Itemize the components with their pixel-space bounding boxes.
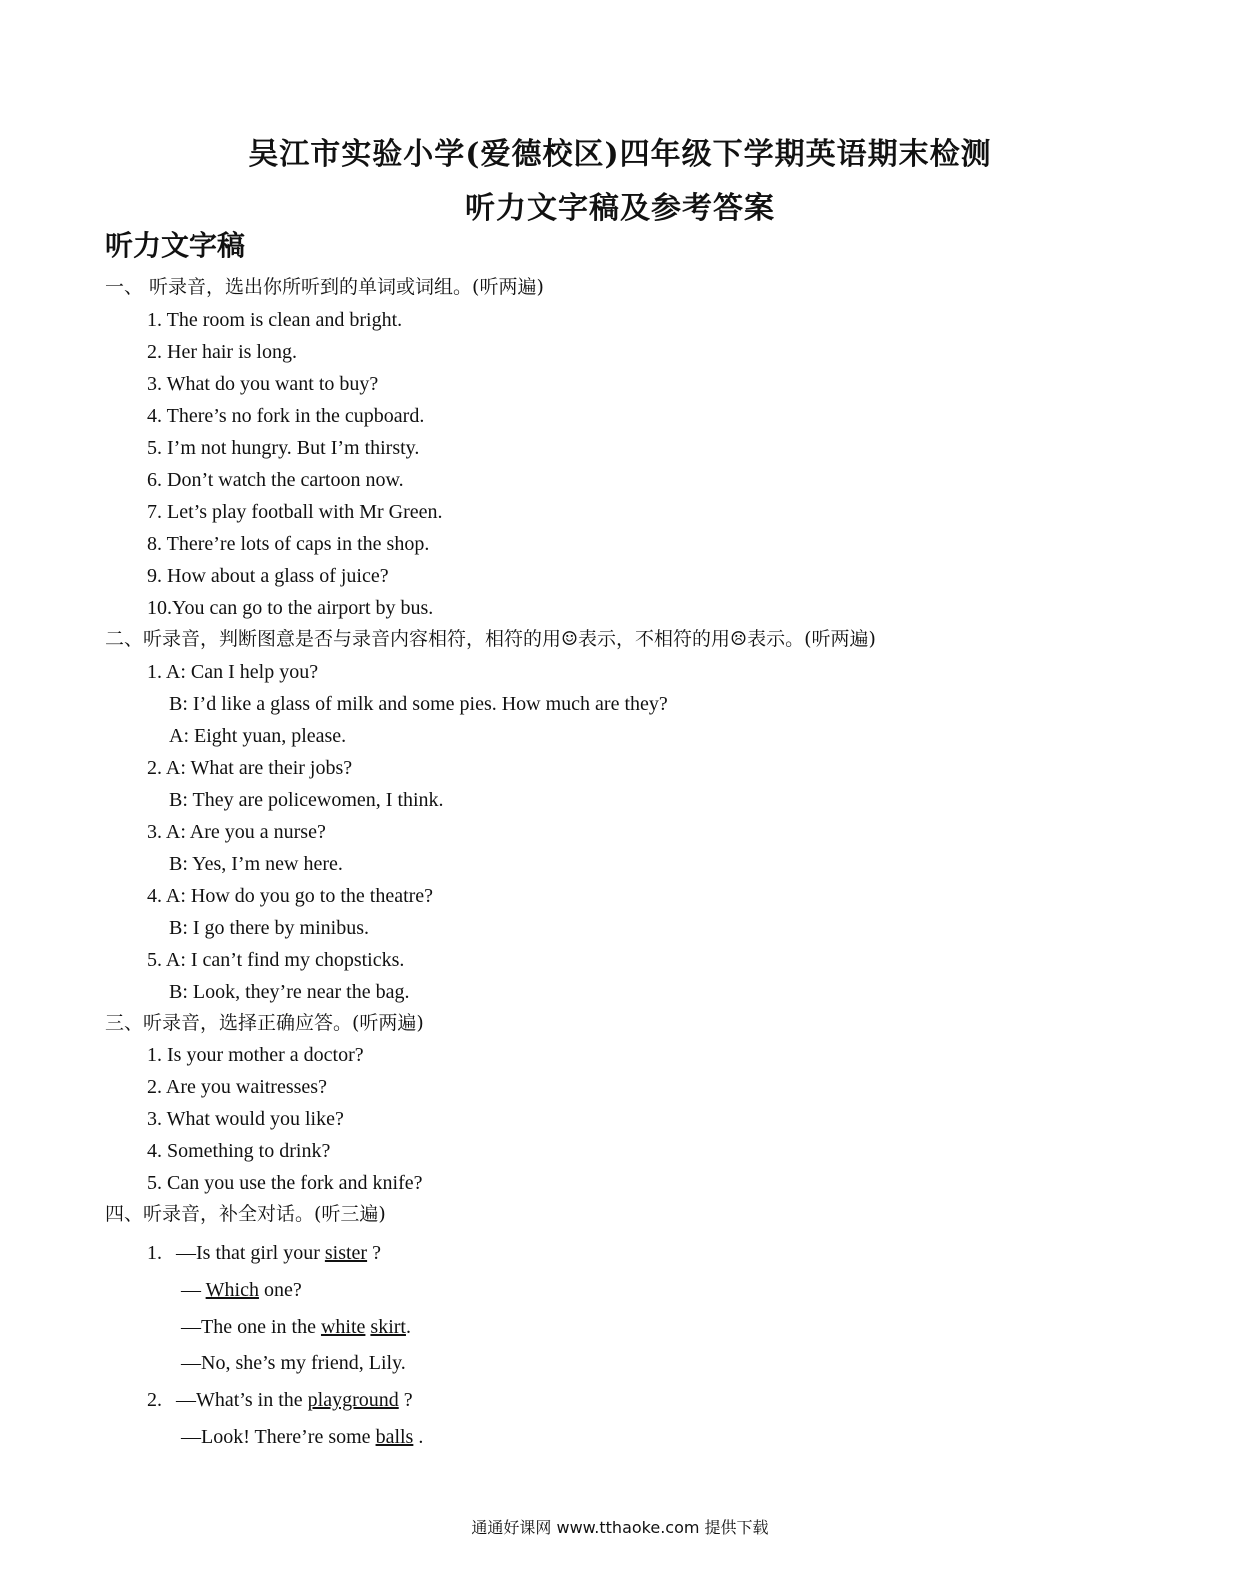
dialog-1-line-3: —The one in the white skirt.	[181, 1316, 411, 1338]
dialog-1-line-1: —Is that girl your sister ?	[176, 1242, 381, 1264]
section-1-item: 7. Let’s play football with Mr Green.	[147, 501, 443, 523]
section-3-item: 4. Something to drink?	[147, 1140, 331, 1162]
section-2-line: B: I’d like a glass of milk and some pies. How much are they?	[169, 693, 668, 715]
answer-blank: white	[320, 1316, 366, 1338]
section-2-line: 3. A: Are you a nurse?	[147, 821, 326, 843]
section-3-item: 2. Are you waitresses?	[147, 1076, 327, 1098]
section-2-line: 4. A: How do you go to the theatre?	[147, 885, 434, 907]
section-4-header: 四、听录音，补全对话。(听三遍)	[105, 1203, 386, 1225]
dialog-2-line-1: —What’s in the playground ?	[176, 1389, 413, 1411]
section-2-line: 5. A: I can’t find my chopsticks.	[147, 949, 405, 971]
answer-blank: Which	[205, 1279, 259, 1301]
section-2-line: 1. A: Can I help you?	[147, 661, 319, 683]
page-footer: 通通好课网 www.tthaoke.com 提供下载	[471, 1518, 769, 1537]
section-1-item: 10.You can go to the airport by bus.	[147, 597, 434, 619]
section-3-item: 3. What would you like?	[147, 1108, 344, 1130]
section-3-item: 5. Can you use the fork and knife?	[147, 1172, 423, 1194]
section-1-item: 2. Her hair is long.	[147, 341, 297, 363]
section-1-item: 8. There’re lots of caps in the shop.	[147, 533, 430, 555]
answer-blank: balls	[375, 1426, 414, 1448]
answer-blank: sister	[324, 1242, 368, 1264]
answer-blank: playground	[307, 1389, 399, 1411]
dialog-1-number: 1.	[147, 1242, 162, 1264]
section-2-header: 二、听录音，判断图意是否与录音内容相符，相符的用☺表示，不相符的用☹表示。(听两遍)	[105, 628, 876, 650]
document-subtitle: 听力文字稿及参考答案	[465, 191, 775, 226]
section-1-item: 9. How about a glass of juice?	[147, 565, 389, 587]
section-1-item: 6. Don’t watch the cartoon now.	[147, 469, 404, 491]
section-2-line: B: They are policewomen, I think.	[169, 789, 444, 811]
section-1-item: 4. There’s no fork in the cupboard.	[147, 405, 425, 427]
dialog-1-line-4: —No, she’s my friend, Lily.	[181, 1352, 406, 1374]
dialog-2-number: 2.	[147, 1389, 162, 1411]
section-2-line: B: Yes, I’m new here.	[169, 853, 343, 875]
section-2-line: A: Eight yuan, please.	[169, 725, 347, 747]
section-1-item: 3. What do you want to buy?	[147, 373, 379, 395]
section-3-item: 1. Is your mother a doctor?	[147, 1044, 364, 1066]
section-1-item: 5. I’m not hungry. But I’m thirsty.	[147, 437, 420, 459]
dialog-2-line-2: —Look! There’re some balls .	[181, 1426, 424, 1448]
section-1-item: 1. The room is clean and bright.	[147, 309, 403, 331]
section-3-header: 三、听录音，选择正确应答。(听两遍)	[105, 1012, 424, 1034]
section-1-header: 一、 听录音，选出你所听到的单词或词组。(听两遍)	[105, 276, 544, 298]
section-2-line: B: I go there by minibus.	[169, 917, 369, 939]
section-heading: 听力文字稿	[105, 229, 246, 262]
answer-blank: skirt	[370, 1316, 406, 1338]
document-title: 吴江市实验小学(爱德校区)四年级下学期英语期末检测	[248, 137, 992, 172]
section-2-line: B: Look, they’re near the bag.	[169, 981, 410, 1003]
dialog-1-line-2: — Which one?	[181, 1279, 302, 1301]
section-2-line: 2. A: What are their jobs?	[147, 757, 353, 779]
